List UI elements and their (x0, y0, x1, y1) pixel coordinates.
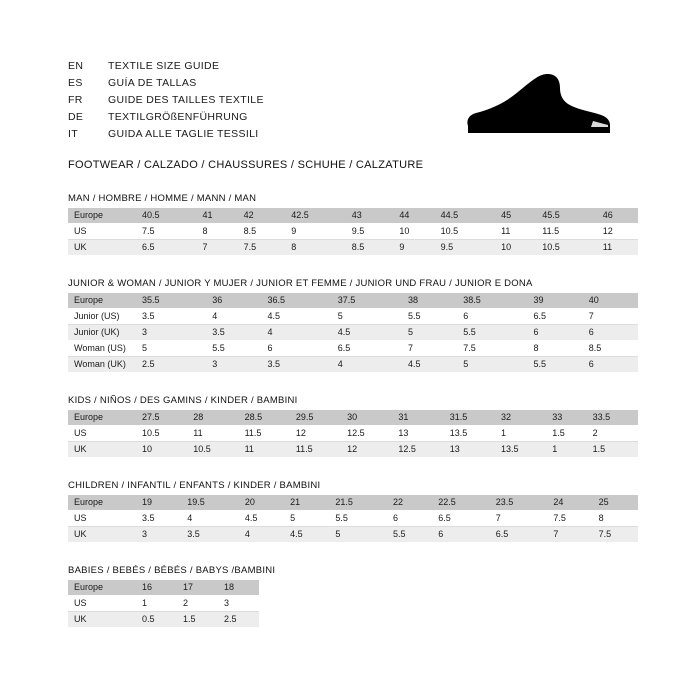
language-rows (68, 60, 264, 145)
language-text: GUIDA ALLE TAGLIE TESSILI (108, 128, 259, 140)
cell: 29.5 (290, 410, 341, 426)
cell: 2 (587, 426, 638, 442)
cell: 7 (547, 527, 592, 543)
language-row (68, 77, 264, 94)
cell: 5 (457, 357, 527, 373)
cell: 10 (136, 442, 187, 458)
cell: 3.5 (181, 527, 239, 543)
cell: 6.5 (432, 511, 490, 527)
cell: 12 (290, 426, 341, 442)
cell: 6.5 (136, 240, 197, 256)
language-text: TEXTILGRÖßENFÜHRUNG (108, 111, 248, 123)
cell: 3.5 (136, 511, 181, 527)
cell: 3 (136, 527, 181, 543)
cell: 6.5 (332, 341, 402, 357)
cell: 4 (261, 325, 331, 341)
size-table (68, 495, 638, 543)
cell: 9 (285, 224, 346, 240)
cell: 5 (332, 309, 402, 325)
cell: 7.5 (593, 527, 638, 543)
row-label: Europe (68, 410, 136, 426)
cell: 13 (392, 426, 443, 442)
row-label: US (68, 511, 136, 527)
size-block-kids (68, 395, 638, 458)
cell: 12.5 (392, 442, 443, 458)
table-row (68, 442, 638, 458)
row-label: US (68, 596, 136, 612)
cell: 3.5 (261, 357, 331, 373)
cell: 24 (547, 495, 592, 511)
row-label: Junior (UK) (68, 325, 136, 341)
cell: 11 (495, 224, 536, 240)
language-text: GUÍA DE TALLAS (108, 77, 197, 89)
cell: 2 (177, 596, 218, 612)
language-text: TEXTILE SIZE GUIDE (108, 60, 220, 72)
cell: 5 (329, 527, 387, 543)
cell: 4 (181, 511, 239, 527)
row-label: Woman (US) (68, 341, 136, 357)
cell: 17 (177, 580, 218, 596)
cell: 11 (597, 240, 638, 256)
cell: 5.5 (387, 527, 432, 543)
cell: 19.5 (181, 495, 239, 511)
cell: 3.5 (136, 309, 206, 325)
category-title: FOOTWEAR / CALZADO / CHAUSSURES / SCHUHE / CALZATURE (68, 159, 424, 171)
cell: 7 (583, 309, 638, 325)
cell: 37.5 (332, 293, 402, 309)
table-row (68, 511, 638, 527)
row-label: UK (68, 527, 136, 543)
row-label: UK (68, 442, 136, 458)
cell: 9.5 (346, 224, 394, 240)
row-label: Europe (68, 495, 136, 511)
cell: 8.5 (346, 240, 394, 256)
cell: 4.5 (239, 511, 284, 527)
cell: 13.5 (444, 426, 495, 442)
cell: 7.5 (547, 511, 592, 527)
cell: 1.5 (546, 426, 586, 442)
cell: 4.5 (284, 527, 329, 543)
row-label: Europe (68, 293, 136, 309)
cell: 8.5 (583, 341, 638, 357)
size-table (68, 410, 638, 458)
table-row (68, 325, 638, 341)
cell: 0.5 (136, 612, 177, 628)
table-row (68, 527, 638, 543)
cell: 12 (341, 442, 392, 458)
cell: 10.5 (187, 442, 238, 458)
cell: 20 (239, 495, 284, 511)
cell: 11.5 (536, 224, 597, 240)
table-row (68, 341, 638, 357)
cell: 9.5 (435, 240, 496, 256)
cell: 40.5 (136, 208, 197, 224)
cell: 1 (495, 426, 546, 442)
cell: 10.5 (136, 426, 187, 442)
cell: 2.5 (218, 612, 259, 628)
cell: 5 (136, 341, 206, 357)
cell: 8 (285, 240, 346, 256)
cell: 8 (527, 341, 582, 357)
cell: 3 (218, 596, 259, 612)
cell: 28.5 (239, 410, 290, 426)
cell: 22.5 (432, 495, 490, 511)
size-block-babies (68, 565, 638, 628)
cell: 38.5 (457, 293, 527, 309)
language-code: IT (68, 128, 79, 140)
cell: 5.5 (206, 341, 261, 357)
language-row (68, 60, 264, 77)
table-row (68, 293, 638, 309)
cell: 31 (392, 410, 443, 426)
cell: 11 (239, 442, 290, 458)
cell: 7 (402, 341, 457, 357)
cell: 10.5 (536, 240, 597, 256)
cell: 41 (197, 208, 238, 224)
language-row (68, 128, 264, 145)
cell: 4 (239, 527, 284, 543)
table-row (68, 410, 638, 426)
table-row (68, 612, 259, 628)
block-title: CHILDREN / INFANTIL / ENFANTS / KINDER / BAMBINI (68, 480, 321, 491)
size-block-man (68, 193, 638, 256)
cell: 45.5 (536, 208, 597, 224)
cell: 22 (387, 495, 432, 511)
cell: 42.5 (285, 208, 346, 224)
cell: 7 (490, 511, 548, 527)
cell: 5 (402, 325, 457, 341)
cell: 1 (136, 596, 177, 612)
document-header (68, 60, 638, 171)
language-row (68, 111, 264, 128)
cell: 10 (393, 224, 434, 240)
cell: 1.5 (177, 612, 218, 628)
cell: 16 (136, 580, 177, 596)
cell: 45 (495, 208, 536, 224)
cell: 6 (527, 325, 582, 341)
cell: 6.5 (527, 309, 582, 325)
size-block-junior-woman (68, 278, 638, 373)
cell: 18 (218, 580, 259, 596)
row-label: Woman (UK) (68, 357, 136, 373)
cell: 6 (432, 527, 490, 543)
cell: 7.5 (136, 224, 197, 240)
cell: 9 (393, 240, 434, 256)
cell: 4 (332, 357, 402, 373)
cell: 31.5 (444, 410, 495, 426)
table-row (68, 208, 638, 224)
size-table (68, 293, 638, 373)
dress-shoe-icon (436, 70, 616, 140)
cell: 6.5 (490, 527, 548, 543)
table-row (68, 224, 638, 240)
language-code: EN (68, 60, 84, 72)
cell: 4.5 (332, 325, 402, 341)
row-label: Europe (68, 580, 136, 596)
cell: 27.5 (136, 410, 187, 426)
cell: 1 (546, 442, 586, 458)
cell: 32 (495, 410, 546, 426)
cell: 8 (593, 511, 638, 527)
block-title: KIDS / NIÑOS / DES GAMINS / KINDER / BAMBINI (68, 395, 298, 406)
cell: 5.5 (527, 357, 582, 373)
cell: 8 (197, 224, 238, 240)
cell: 3 (206, 357, 261, 373)
table-row (68, 596, 259, 612)
cell: 10 (495, 240, 536, 256)
table-row (68, 309, 638, 325)
cell: 13.5 (495, 442, 546, 458)
cell: 4 (206, 309, 261, 325)
cell: 23.5 (490, 495, 548, 511)
cell: 10.5 (435, 224, 496, 240)
cell: 13 (444, 442, 495, 458)
cell: 21.5 (329, 495, 387, 511)
language-text: GUIDE DES TAILLES TEXTILE (108, 94, 264, 106)
cell: 6 (583, 357, 638, 373)
cell: 33.5 (587, 410, 638, 426)
cell: 5.5 (329, 511, 387, 527)
cell: 44 (393, 208, 434, 224)
cell: 39 (527, 293, 582, 309)
cell: 11.5 (290, 442, 341, 458)
cell: 30 (341, 410, 392, 426)
block-title: MAN / HOMBRE / HOMME / MANN / MAN (68, 193, 257, 204)
row-label: UK (68, 240, 136, 256)
cell: 36 (206, 293, 261, 309)
cell: 12 (597, 224, 638, 240)
cell: 28 (187, 410, 238, 426)
cell: 6 (387, 511, 432, 527)
cell: 4.5 (261, 309, 331, 325)
cell: 38 (402, 293, 457, 309)
language-titles (68, 60, 264, 145)
row-label: US (68, 224, 136, 240)
cell: 6 (457, 309, 527, 325)
cell: 7.5 (238, 240, 286, 256)
cell: 8.5 (238, 224, 286, 240)
cell: 44.5 (435, 208, 496, 224)
row-label: US (68, 426, 136, 442)
cell: 4.5 (402, 357, 457, 373)
block-title: JUNIOR & WOMAN / JUNIOR Y MUJER / JUNIOR ET FEMME / JUNIOR UND FRAU / JUNIOR E DONA (68, 278, 533, 289)
cell: 12.5 (341, 426, 392, 442)
cell: 5.5 (457, 325, 527, 341)
cell: 6 (583, 325, 638, 341)
language-code: DE (68, 111, 84, 123)
cell: 11 (187, 426, 238, 442)
cell: 25 (593, 495, 638, 511)
block-title: BABIES / BEBÉS / BÉBÉS / BABYS /BAMBINI (68, 565, 276, 576)
size-table (68, 580, 259, 628)
size-table (68, 208, 638, 256)
table-row (68, 580, 259, 596)
cell: 36.5 (261, 293, 331, 309)
cell: 7 (197, 240, 238, 256)
language-code: FR (68, 94, 83, 106)
cell: 3.5 (206, 325, 261, 341)
language-row (68, 94, 264, 111)
language-code: ES (68, 77, 83, 89)
cell: 5 (284, 511, 329, 527)
cell: 35.5 (136, 293, 206, 309)
cell: 11.5 (239, 426, 290, 442)
cell: 21 (284, 495, 329, 511)
cell: 1.5 (587, 442, 638, 458)
cell: 3 (136, 325, 206, 341)
table-row (68, 240, 638, 256)
table-row (68, 495, 638, 511)
cell: 43 (346, 208, 394, 224)
cell: 7.5 (457, 341, 527, 357)
cell: 40 (583, 293, 638, 309)
cell: 19 (136, 495, 181, 511)
cell: 42 (238, 208, 286, 224)
row-label: Junior (US) (68, 309, 136, 325)
size-block-children (68, 480, 638, 543)
cell: 6 (261, 341, 331, 357)
table-row (68, 426, 638, 442)
cell: 2.5 (136, 357, 206, 373)
row-label: Europe (68, 208, 136, 224)
cell: 5.5 (402, 309, 457, 325)
cell: 46 (597, 208, 638, 224)
row-label: UK (68, 612, 136, 628)
table-row (68, 357, 638, 373)
cell: 33 (546, 410, 586, 426)
